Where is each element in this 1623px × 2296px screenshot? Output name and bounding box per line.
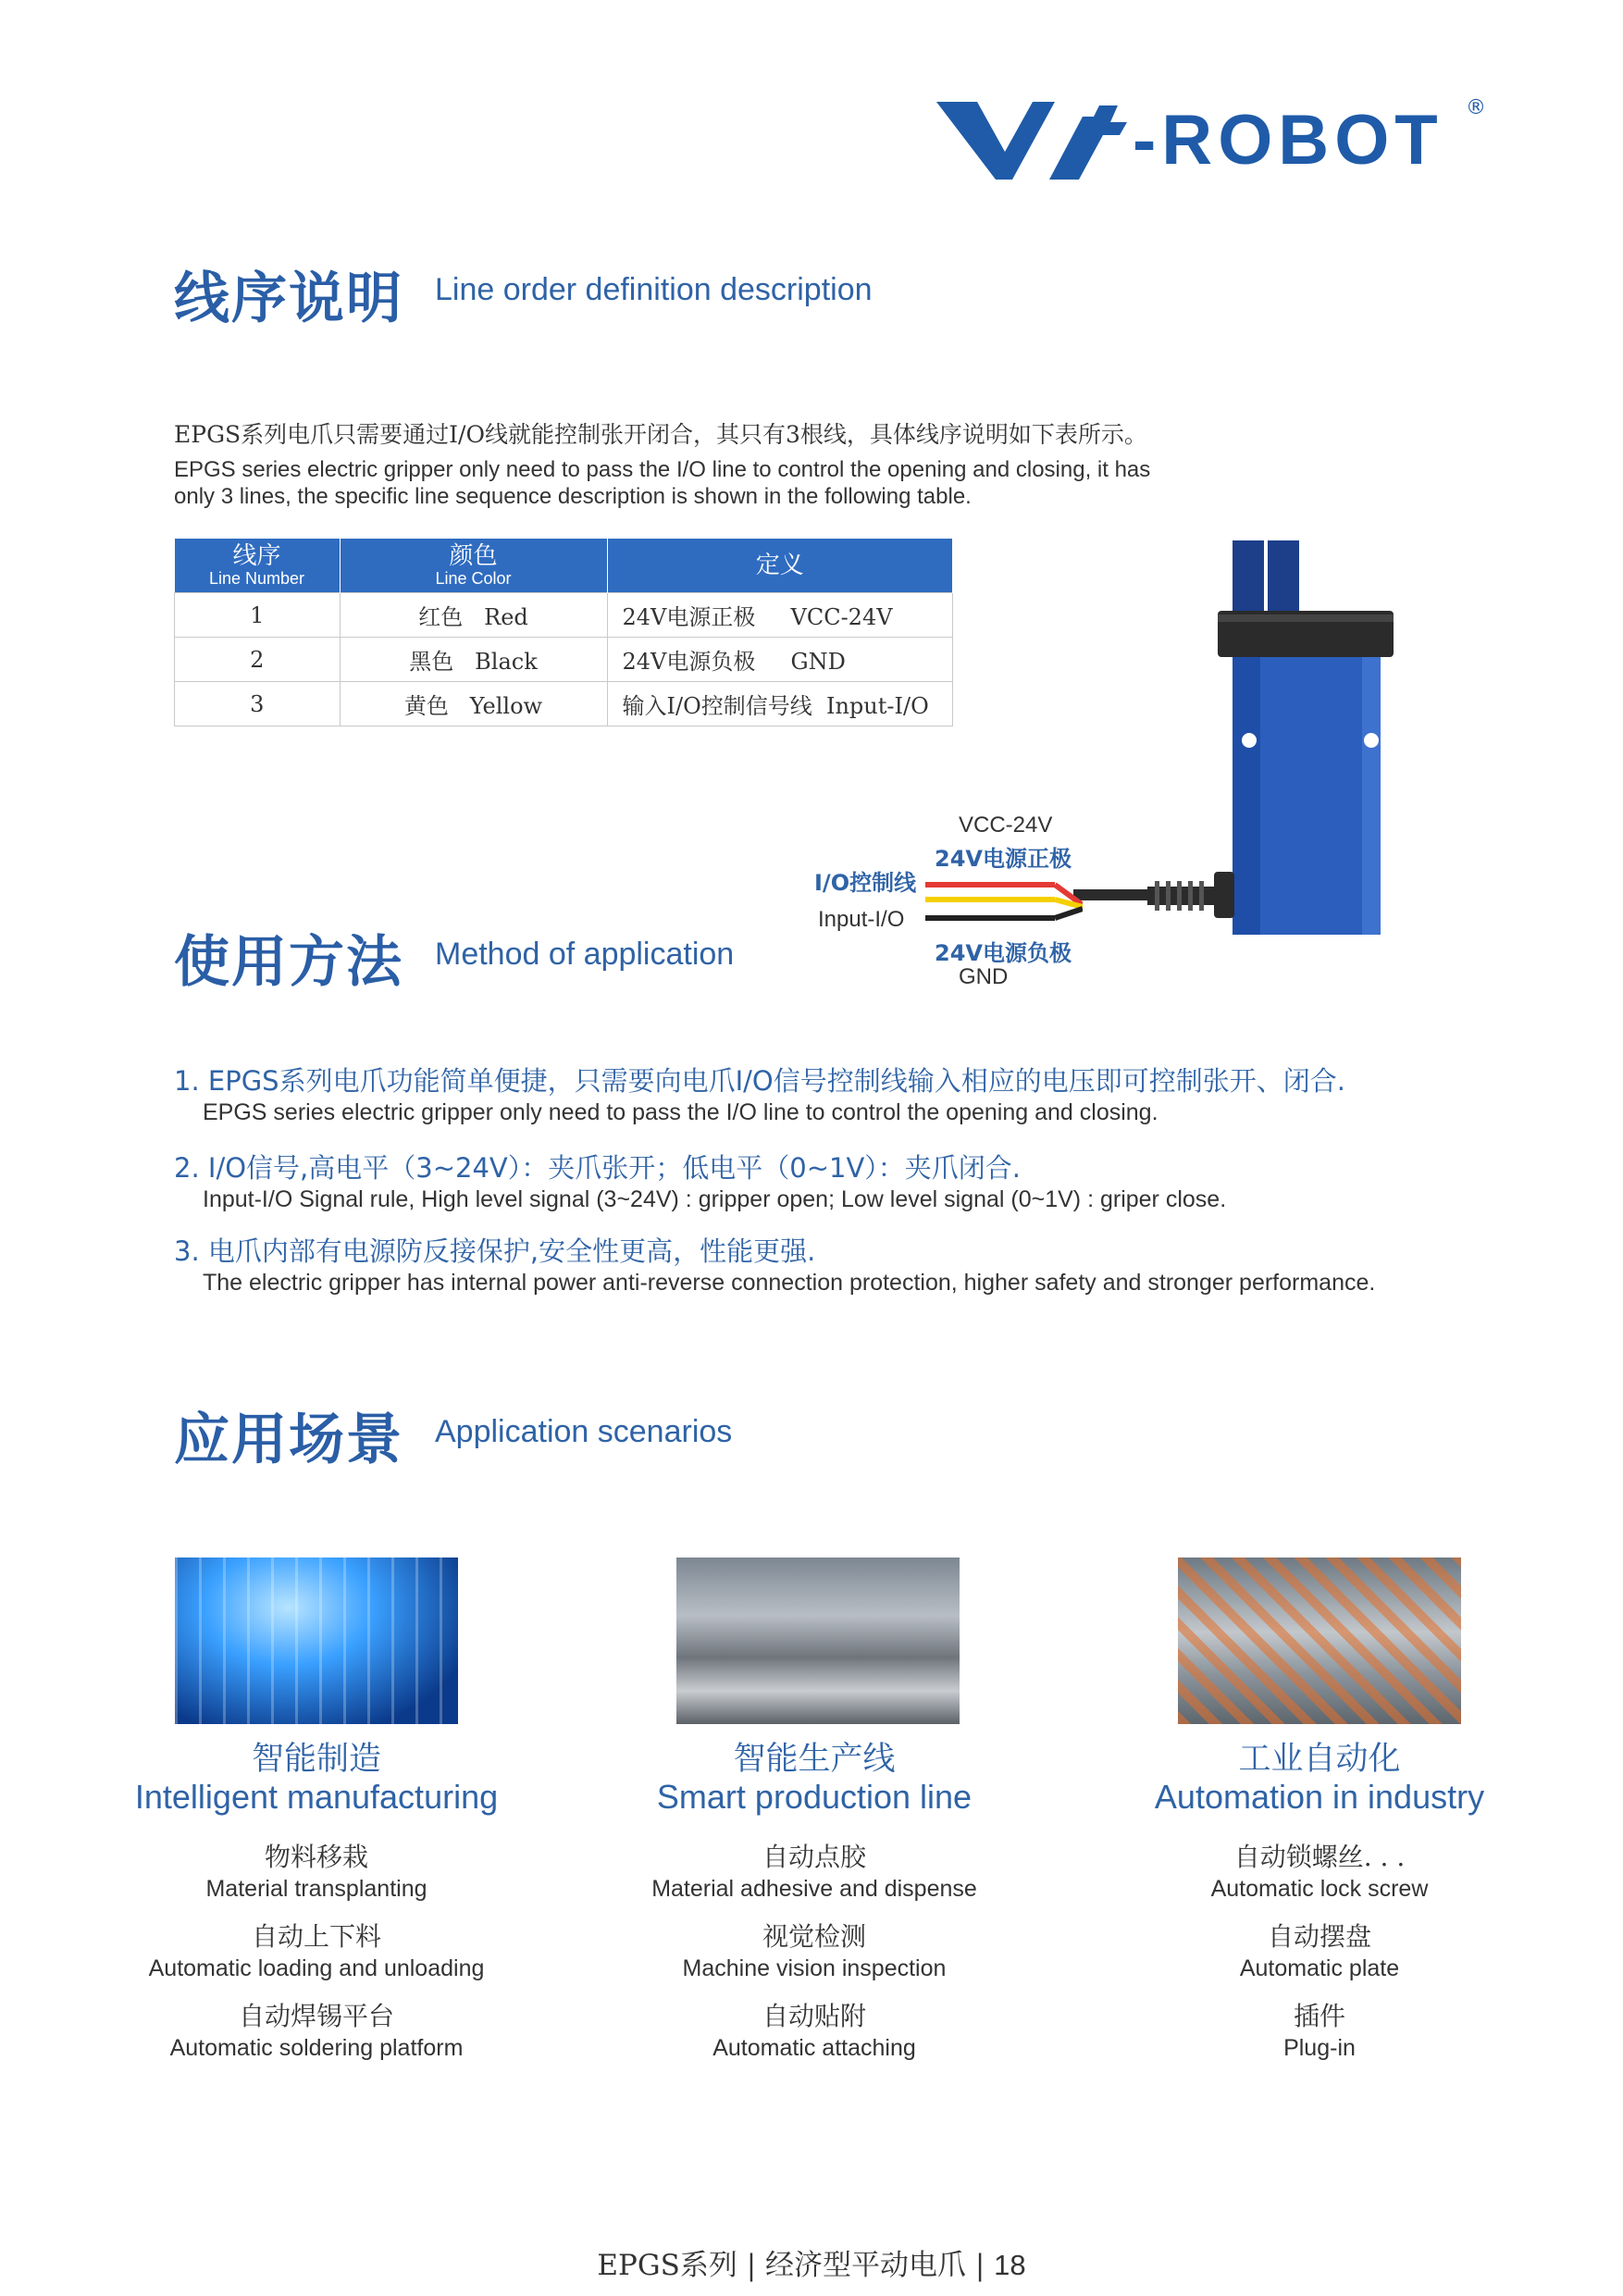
intro-zh: EPGS系列电爪只需要通过I/O线就能控制张开闭合，其只有3根线，具体线序说明如下表所示。 (174, 421, 1147, 448)
app-title-en: Intelligent manufacturing (134, 1778, 499, 1816)
footer (0, 2241, 1623, 2283)
header-line-number: 线序 Line Number (175, 539, 341, 593)
label-input-io: Input-I/O (818, 907, 905, 932)
footer-text: EPGS系列 | 经济型平动电爪 | (597, 2249, 995, 2282)
cell-line-color: 红色 Red (340, 593, 607, 638)
app-item-en: Automatic plate (1239, 1955, 1400, 1981)
app-item-zh: 自动点胶 (762, 1842, 866, 1872)
app-item-en: Automatic lock screw (1210, 1876, 1429, 1902)
section1-title-en: Line order definition description (435, 272, 873, 307)
app-item-en: Plug-in (1283, 2035, 1356, 2061)
label-negative: 24V电源负极 (935, 940, 1072, 966)
intro-en-1: EPGS series electric gripper only need to pass the I/O line to control the opening and closing, it has (174, 457, 1151, 482)
app-column-1 (76, 1740, 557, 2079)
app-item-en: Automatic loading and unloading (148, 1955, 485, 1981)
app-item-zh: 自动上下料 (251, 1921, 381, 1952)
intro-en-2: only 3 lines, the specific line sequence description is shown in the following table. (174, 484, 972, 509)
step-3-zh: 3. 电爪内部有电源防反接保护,安全性更高，性能更强. (174, 1235, 816, 1267)
section2-title-en: Method of application (435, 937, 735, 972)
cell-line-color: 黑色 Black (340, 638, 607, 682)
app-item-en: Automatic soldering platform (169, 2035, 464, 2061)
cell-definition: 输入I/O控制信号线 Input-I/O (607, 682, 953, 726)
table-row (175, 682, 953, 726)
app-title-en: Automation in industry (1154, 1778, 1485, 1816)
app-title-zh: 智能制造 (251, 1741, 381, 1778)
table-row (175, 593, 953, 638)
table-row (175, 638, 953, 682)
header-definition: 定义 (607, 539, 953, 593)
app-item-en: Machine vision inspection (682, 1955, 947, 1981)
photo-smart-production-line (676, 1558, 960, 1724)
label-positive: 24V电源正极 (935, 846, 1072, 872)
section2-title-zh: 使用方法 (174, 930, 403, 995)
logo-mark-icon (936, 96, 1131, 184)
page-number: 18 (994, 2249, 1026, 2281)
photo-automation-industry (1178, 1558, 1461, 1724)
app-item-zh: 插件 (1293, 2001, 1345, 2031)
table-header-row (175, 539, 953, 593)
app-item-zh: 自动摆盘 (1267, 1921, 1371, 1952)
step-1-zh: 1. EPGS系列电爪功能简单便捷，只需要向电爪I/O信号控制线输入相应的电压即可控制张开、闭合. (174, 1065, 1345, 1097)
cell-definition: 24V电源正极 VCC-24V (607, 593, 953, 638)
cell-line-number: 1 (175, 593, 341, 638)
app-title-zh: 工业自动化 (1238, 1741, 1401, 1778)
label-gnd: GND (959, 964, 1009, 989)
registered-mark: ® (1466, 96, 1486, 119)
app-column-3 (1079, 1740, 1560, 2079)
app-item-zh: 视觉检测 (762, 1921, 866, 1952)
cell-line-color: 黄色 Yellow (340, 682, 607, 726)
app-item-zh: 自动焊锡平台 (238, 2001, 394, 2031)
app-item-en: Material transplanting (205, 1876, 427, 1902)
black-wire-bend (1055, 909, 1083, 918)
app-title-zh: 智能生产线 (733, 1741, 896, 1778)
step-2-zh: 2. I/O信号,高电平（3~24V）：夹爪张开；低电平（0~1V）：夹爪闭合. (174, 1152, 1022, 1184)
header-line-color: 颜色 Line Color (340, 539, 607, 593)
label-io-line: I/O控制线 (814, 870, 917, 896)
app-column-2 (574, 1740, 1055, 2079)
cell-line-number: 3 (175, 682, 341, 726)
section3-title-zh: 应用场景 (174, 1408, 403, 1472)
app-item-zh: 物料移栽 (264, 1842, 368, 1872)
section1-title-zh: 线序说明 (174, 267, 403, 331)
cell-line-number: 2 (175, 638, 341, 682)
photo-intelligent-manufacturing (175, 1558, 458, 1724)
app-title-en: Smart production line (656, 1778, 973, 1816)
logo-text: -ROBOT (1133, 101, 1443, 180)
section3-title-en: Application scenarios (435, 1414, 733, 1449)
step-1-en: EPGS series electric gripper only need to pass the I/O line to control the opening and closing. (203, 1099, 1158, 1125)
wire-definition-table (174, 539, 953, 726)
step-2-en: Input-I/O Signal rule, High level signal (3~24V) : gripper open; Low level signal (0~1V) : griper close. (203, 1186, 1227, 1212)
app-item-en: Automatic attaching (712, 2035, 916, 2061)
app-item-zh: 自动贴附 (762, 2001, 866, 2031)
brand-logo (936, 96, 1492, 189)
app-item-en: Material adhesive and dispense (651, 1876, 977, 1902)
label-vcc: VCC-24V (959, 813, 1053, 838)
step-3-en: The electric gripper has internal power anti-reverse connection protection, higher safety and stronger performance. (203, 1270, 1376, 1296)
app-item-zh: 自动锁螺丝. . . (1233, 1842, 1406, 1872)
cell-definition: 24V电源负极 GND (607, 638, 953, 682)
